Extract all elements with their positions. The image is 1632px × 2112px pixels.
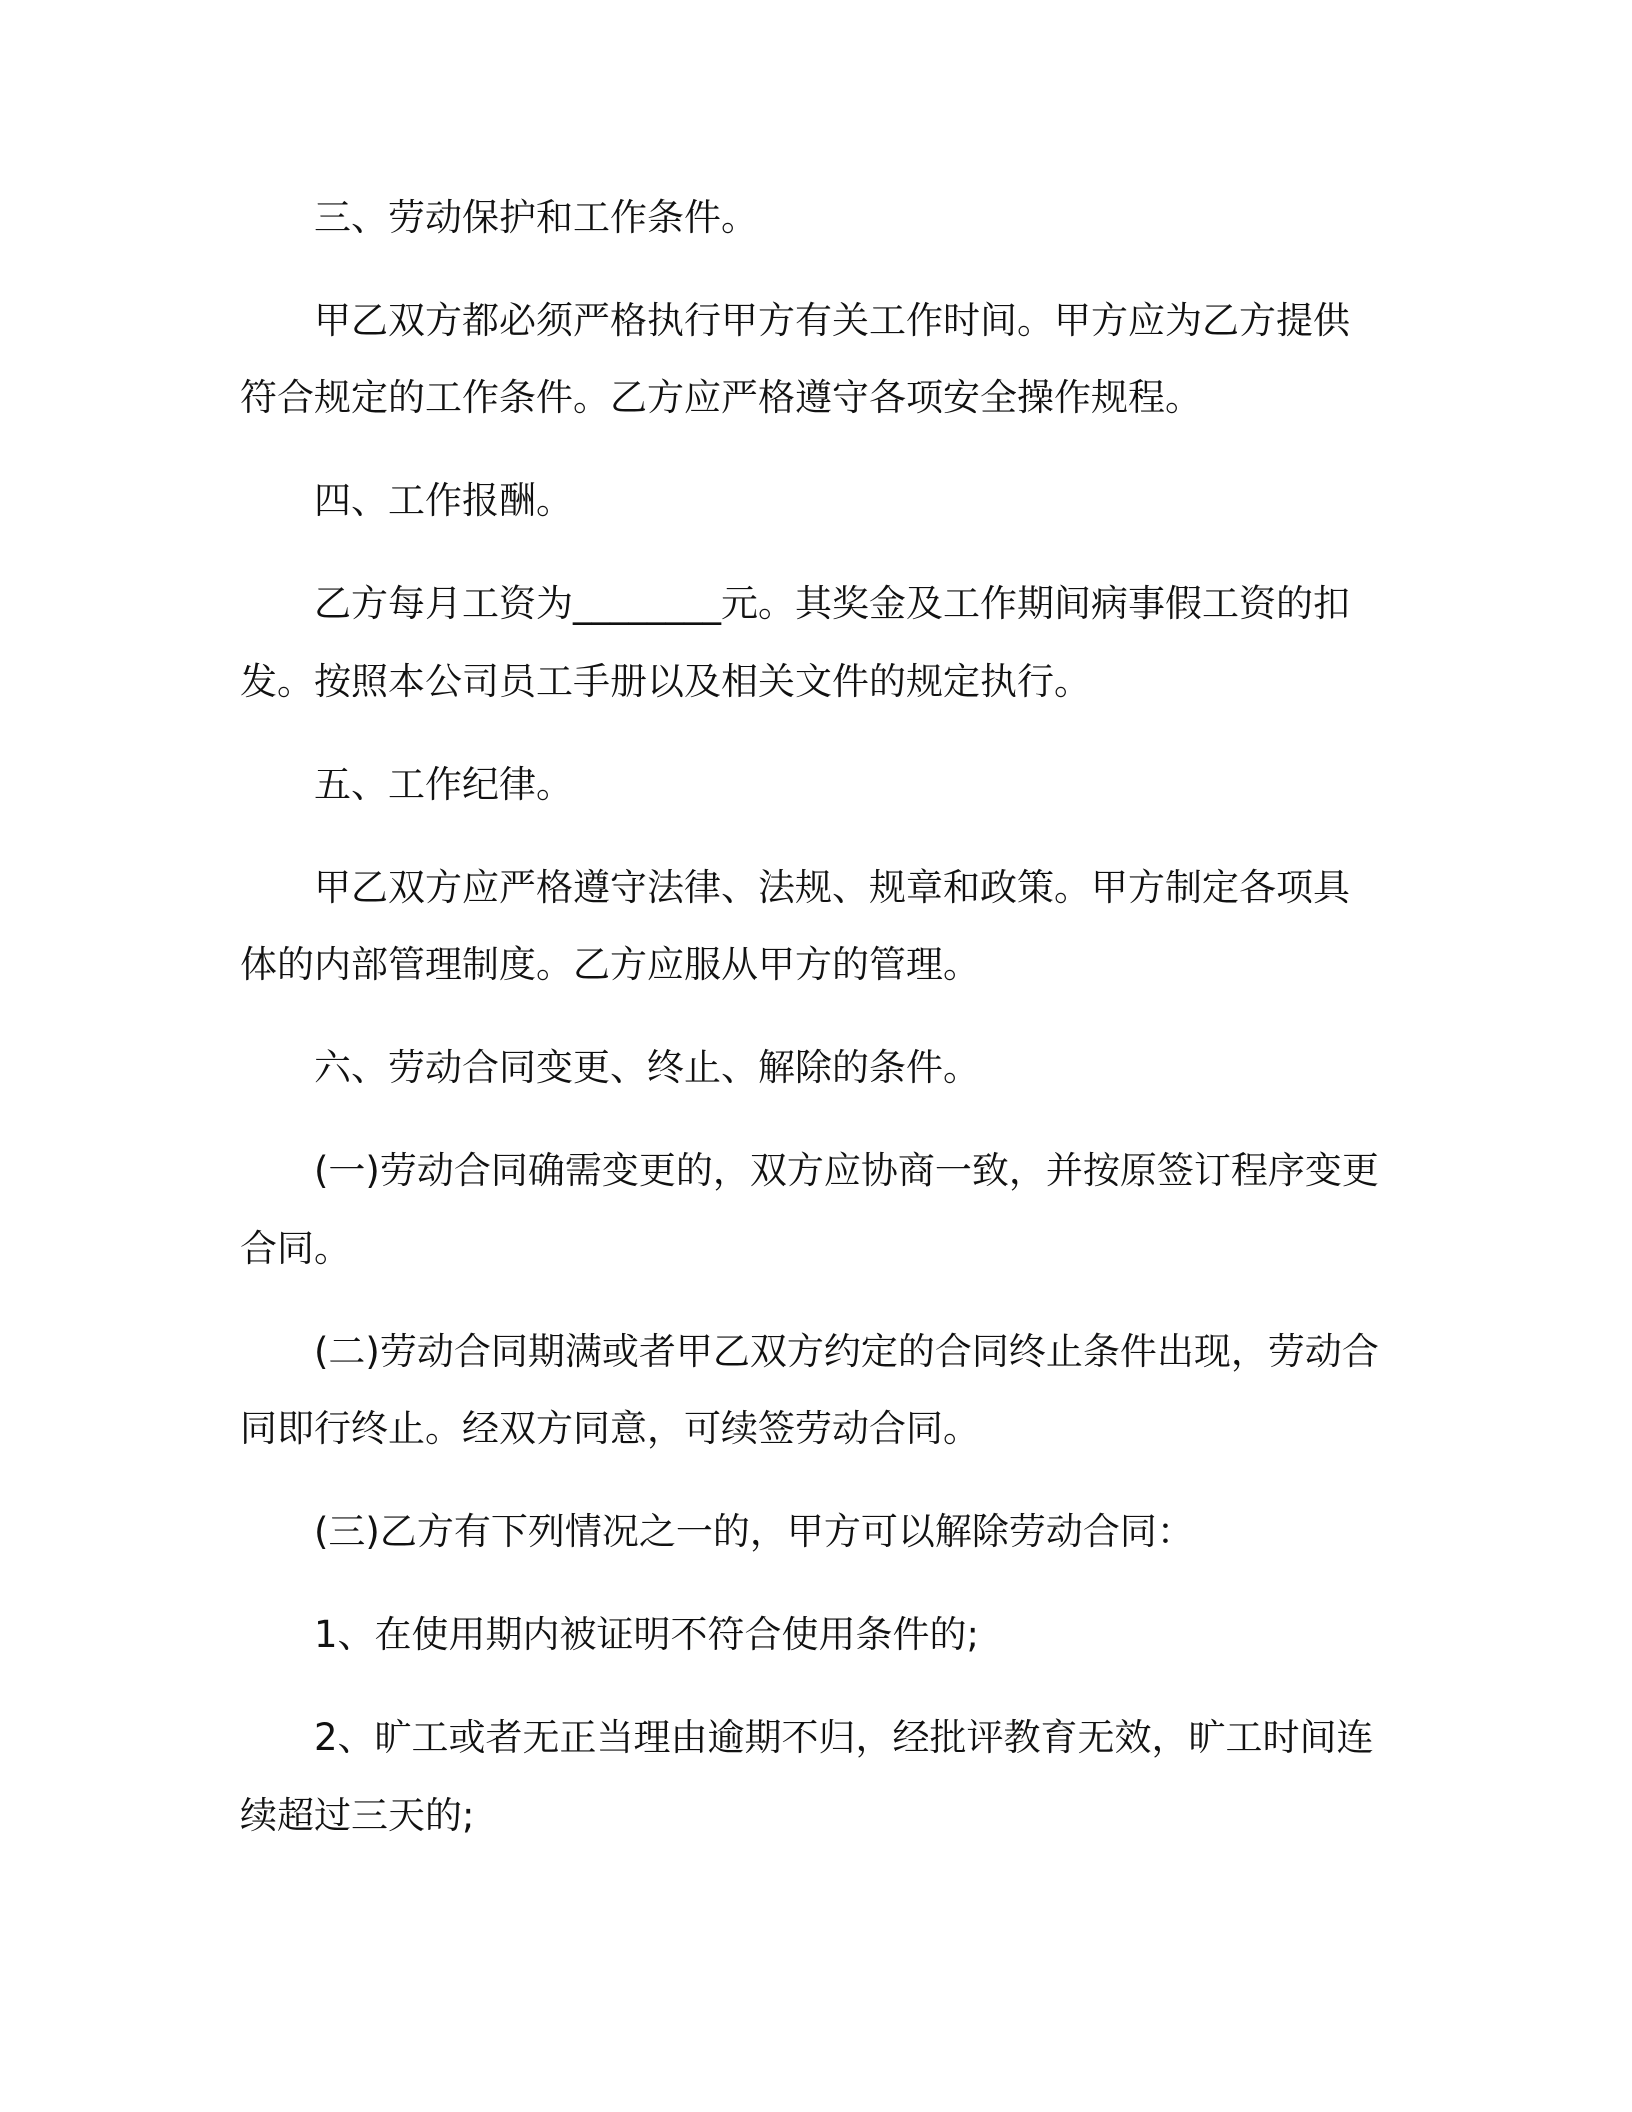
paragraph-line: 同即行终止。经双方同意，可续签劳动合同。 [240,1407,980,1450]
list-item: 1、在使用期内被证明不符合使用条件的; [314,1613,980,1656]
paragraph-line: 发。按照本公司员工手册以及相关文件的规定执行。 [240,660,1091,703]
paragraph-line: 符合规定的工作条件。乙方应严格遵守各项安全操作规程。 [240,376,1202,419]
paragraph-line: 甲乙双方都必须严格执行甲方有关工作时间。甲方应为乙方提供 [314,299,1350,342]
list-item: 2、旷工或者无正当理由逾期不归，经批评教育无效，旷工时间连 [314,1716,1374,1759]
section-heading-3: 三、劳动保护和工作条件。 [314,196,758,239]
paragraph-line: 续超过三天的; [240,1794,475,1837]
paragraph-line: 乙方每月工资为________元。其奖金及工作期间病事假工资的扣 [314,582,1350,625]
paragraph-line: 甲乙双方应严格遵守法律、法规、规章和政策。甲方制定各项具 [314,866,1350,909]
paragraph-line: 体的内部管理制度。乙方应服从甲方的管理。 [240,943,980,986]
section-heading-5: 五、工作纪律。 [314,763,573,806]
section-heading-6: 六、劳动合同变更、终止、解除的条件。 [314,1046,980,1089]
paragraph-line: (一)劳动合同确需变更的，双方应协商一致，并按原签订程序变更 [314,1149,1379,1192]
paragraph-line: (二)劳动合同期满或者甲乙双方约定的合同终止条件出现，劳动合 [314,1330,1379,1373]
paragraph-line: (三)乙方有下列情况之一的，甲方可以解除劳动合同： [314,1510,1194,1553]
section-heading-4: 四、工作报酬。 [314,479,573,522]
paragraph-line: 合同。 [240,1227,351,1270]
